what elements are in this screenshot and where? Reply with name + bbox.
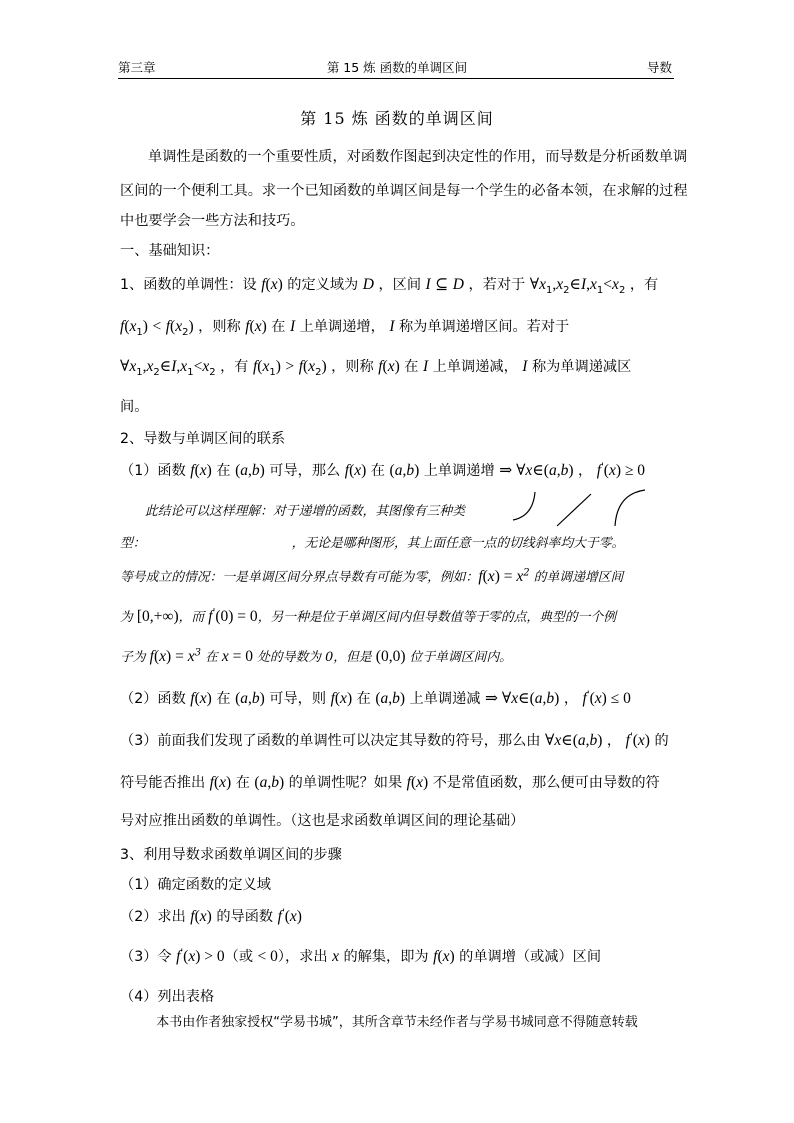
note-line-3: 等号成立的情况：一是单调区间分界点导数有可能为零，例如：$f(x) = x^2$ 的单调递增区间 [120,567,624,585]
item1-line-4: 间。 [120,399,149,415]
item3-step-2: （2）求出 f(x) 的导函数 f'(x) [120,907,302,925]
item3-title: 3、利用导数求函数单调区间的步骤 [120,847,342,863]
note-line-5: 子为 $f(x) = x^3$ 在 x = 0 处的导数为 0，但是 (0,0) 位于单调区间内。 [120,647,512,665]
item1-line-3: $\forall x_1,x_2\in I,x_1<x_2$ ，有 $f(x_1) > f(x_2)$ ，则称 f(x) 在 I 上单调递减， I 称为单调递减区 [120,358,632,378]
note-line-1: 此结论可以这样理解：对于递增的函数，其图像有三种类 [145,504,465,519]
section-basics: 一、基础知识： [120,243,220,259]
intro-line-1: 单调性是函数的一个重要性质，对函数作图起到决定性的作用，而导数是分析函数单调 [148,149,688,165]
item3-step-3: （3）令 f'(x) > 0（或 < 0），求出 x 的解集，即为 f(x) 的单调增（或减）区间 [120,947,602,965]
item2-p3-line-1: （3）前面我们发现了函数的单调性可以决定其导数的符号，那么由 ∀x∈(a,b) ， f'(x) 的 [120,731,669,749]
concave-curve [513,492,535,520]
item1-line-2: $f(x_1) < f(x_2)$ ，则称 f(x) 在 I 上单调递增， I 称为单调递增区间。若对于 [120,318,570,338]
header-section: 第 15 炼 函数的单调区间 [326,60,468,75]
increasing-curves-icon [505,486,665,532]
item3-step-4: （4）列出表格 [120,989,215,1005]
convex-curve [615,490,645,526]
item2-p3-line-3: 号对应推出函数的单调性。（这也是求函数单调区间的理论基础） [120,813,525,829]
item2-p1: （1）函数 f(x) 在 (a,b) 可导，那么 f(x) 在 (a,b) 上单调递增 ⇒ ∀x∈(a,b) ， f'(x) ≥ 0 [120,461,646,479]
item3-step-1: （1）确定函数的定义域 [120,877,271,893]
header-divider [118,78,674,79]
copyright-footer: 本书由作者独家授权“学易书城”，其所含章节未经作者与学易书城同意不得随意转载 [156,1015,638,1030]
intro-line-3: 中也要学会一些方法和技巧。 [120,213,305,229]
header-topic: 导数 [646,60,672,75]
page-title: 第 15 炼 函数的单调区间 [300,109,494,128]
item2-title: 2、导数与单调区间的联系 [120,431,286,447]
note-line-4: 为 [0,+∞)，而 f'(0) = 0，另一种是位于单调区间内但导数值等于零的点，典型的一个例 [120,607,616,625]
note-line-2: 型： ，无论是哪种图形，其上面任意一点的切线斜率均大于零。 [120,536,625,551]
straight-line [557,494,591,526]
intro-line-2: 区间的一个便利工具。求一个已知函数的单调区间是每一个学生的必备本领，在求解的过程 [120,183,688,199]
item2-p3-line-2: 符号能否推出 f(x) 在 (a,b) 的单调性呢？如果 f(x) 不是常值函数，那么便可由导数的符 [120,774,660,791]
item1-line-1: 1、函数的单调性：设 f(x) 的定义域为 D ，区间 I ⊆ D ，若对于 $\forall x_1,x_2\in I,x_1<x_2$ ，有 [120,276,659,296]
item2-p2: （2）函数 f(x) 在 (a,b) 可导，则 f(x) 在 (a,b) 上单调递减 ⇒ ∀x∈(a,b) ， f'(x) ≤ 0 [120,689,631,707]
header-chapter: 第三章 [118,60,156,75]
